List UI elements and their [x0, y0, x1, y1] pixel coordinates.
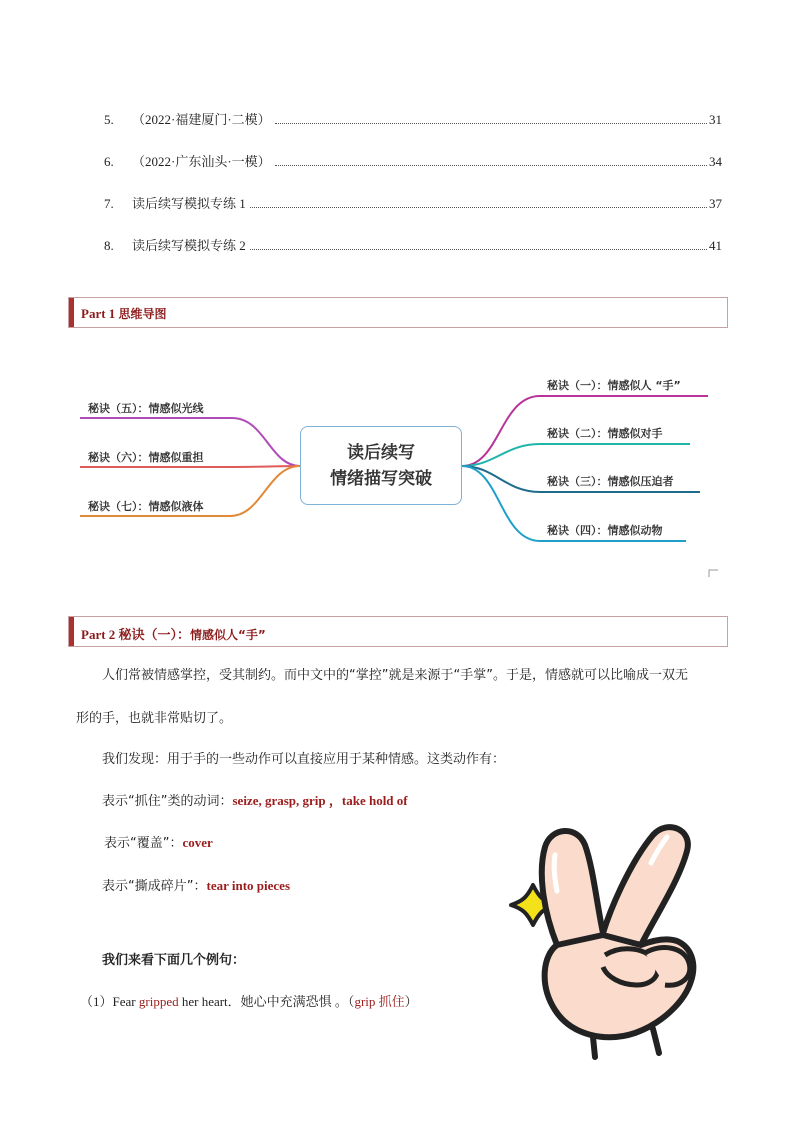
victory-hand-icon — [495, 805, 730, 1060]
intro-paragraph-line1: 人们常被情感掌控，受其制约。而中文中的“掌控”就是来源于“手掌”。于是，情感就可以比喻成一双无 — [102, 668, 688, 683]
mindmap-node-secret1[interactable]: 秘诀（一）：情感似人 “手” — [547, 379, 681, 392]
example-pre: Fear — [112, 994, 139, 1009]
toc-page: 37 — [709, 196, 722, 211]
toc-title: 读后续写模拟专练 2 — [132, 238, 246, 253]
heading-accent-bar — [69, 617, 74, 646]
toc-number: 6. — [104, 154, 114, 169]
toc-page: 34 — [709, 154, 722, 169]
part1-en: Part 1 — [81, 306, 116, 321]
cover-verbs-line — [104, 832, 213, 851]
center-line1: 读后续写 — [347, 442, 415, 463]
examples-heading: 我们来看下面几个例句： — [102, 953, 246, 968]
part1-cn: 思维导图 — [118, 307, 167, 321]
found-sentence: 我们发现：用于手的一些动作可以直接应用于某种情感。这类动作有： — [102, 752, 506, 767]
example-verb: gripped — [138, 994, 179, 1009]
example-1 — [80, 991, 418, 1010]
tear-verbs-line — [102, 875, 290, 894]
tear-words: tear into pieces — [206, 878, 291, 893]
cover-words: cover — [182, 835, 213, 850]
toc-number: 7. — [104, 196, 114, 211]
mindmap-node-secret2[interactable]: 秘诀（二）：情感似对手 — [547, 427, 663, 440]
part2-label — [81, 624, 266, 643]
toc-title: 读后续写模拟专练 1 — [132, 196, 246, 211]
branch-right-2 — [462, 444, 690, 466]
mindmap-node-secret5[interactable]: 秘诀（五）：情感似光线 — [88, 402, 204, 415]
toc-title: （2022·广东汕头·一模） — [132, 154, 271, 169]
example-number: （1） — [80, 994, 113, 1009]
grab-prefix: 表示“抓住”类的动词： — [102, 794, 233, 809]
cover-prefix: 表示“覆盖”： — [104, 836, 183, 851]
grab-verbs-line — [102, 790, 408, 809]
part2-cn: 情感似人“手” — [190, 628, 266, 642]
corner-mark — [709, 570, 718, 577]
intro-paragraph-line2: 形的手，也就非常贴切了。 — [76, 711, 233, 726]
example-close: ） — [404, 994, 418, 1009]
branch-left-2 — [80, 466, 300, 467]
mindmap-node-secret6[interactable]: 秘诀（六）：情感似重担 — [88, 451, 204, 464]
tear-prefix: 表示“撕成碎片”： — [102, 879, 207, 894]
center-line2: 情绪描写突破 — [330, 468, 432, 489]
mindmap-node-secret3[interactable]: 秘诀（三）：情感似压迫者 — [547, 475, 674, 488]
mindmap-node-secret7[interactable]: 秘诀（七）：情感似液体 — [88, 500, 204, 513]
grab-words: seize, grasp, grip ，take hold of — [232, 793, 408, 808]
toc-number: 5. — [104, 112, 114, 127]
example-post: her heart．她心中充满恐惧 。（ — [178, 994, 355, 1009]
mindmap-center-node[interactable] — [300, 426, 462, 505]
example-note: grip 抓住 — [354, 994, 405, 1009]
toc-number: 8. — [104, 238, 114, 253]
mindmap-node-secret4[interactable]: 秘诀（四）：情感似动物 — [547, 524, 663, 537]
toc-page: 31 — [709, 112, 722, 127]
toc-title: （2022·福建厦门·二模） — [132, 112, 271, 127]
part2-heading — [68, 616, 728, 647]
part2-en: Part 2 秘诀（一）： — [81, 627, 191, 642]
toc-page: 41 — [709, 238, 722, 253]
